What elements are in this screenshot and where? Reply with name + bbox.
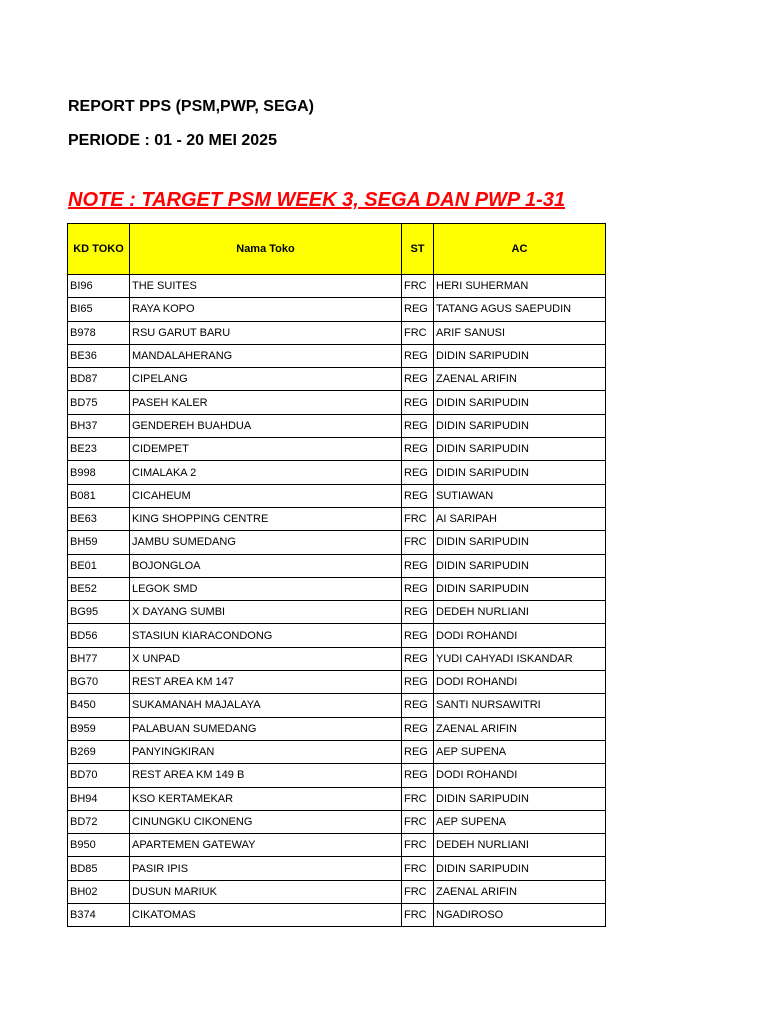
cell-nama-toko: KSO KERTAMEKAR <box>130 787 402 810</box>
cell-nama-toko: APARTEMEN GATEWAY <box>130 834 402 857</box>
cell-nama-toko: X UNPAD <box>130 647 402 670</box>
cell-st: REG <box>402 368 434 391</box>
cell-st: FRC <box>402 275 434 298</box>
cell-ac: AEP SUPENA <box>434 810 606 833</box>
table-row <box>68 461 606 484</box>
cell-nama-toko: REST AREA KM 147 <box>130 671 402 694</box>
cell-kd-toko: BE23 <box>68 438 130 461</box>
report-title: REPORT PPS (PSM,PWP, SEGA) <box>68 98 314 115</box>
cell-ac: DIDIN SARIPUDIN <box>434 461 606 484</box>
cell-nama-toko: CIKATOMAS <box>130 904 402 927</box>
cell-st: REG <box>402 647 434 670</box>
table-row <box>68 344 606 367</box>
table-row <box>68 484 606 507</box>
table-row <box>68 531 606 554</box>
cell-ac: SUTIAWAN <box>434 484 606 507</box>
cell-kd-toko: B978 <box>68 321 130 344</box>
cell-kd-toko: BD72 <box>68 810 130 833</box>
table-row <box>68 904 606 927</box>
cell-kd-toko: BD56 <box>68 624 130 647</box>
cell-ac: DIDIN SARIPUDIN <box>434 787 606 810</box>
cell-kd-toko: B950 <box>68 834 130 857</box>
cell-ac: NGADIROSO <box>434 904 606 927</box>
cell-nama-toko: CIDEMPET <box>130 438 402 461</box>
cell-kd-toko: BH02 <box>68 880 130 903</box>
cell-st: FRC <box>402 880 434 903</box>
cell-ac: AI SARIPAH <box>434 507 606 530</box>
cell-nama-toko: STASIUN KIARACONDONG <box>130 624 402 647</box>
table-row <box>68 321 606 344</box>
cell-nama-toko: REST AREA KM 149 B <box>130 764 402 787</box>
table-row <box>68 694 606 717</box>
cell-st: REG <box>402 624 434 647</box>
cell-kd-toko: B998 <box>68 461 130 484</box>
cell-nama-toko: PANYINGKIRAN <box>130 740 402 763</box>
cell-nama-toko: PALABUAN SUMEDANG <box>130 717 402 740</box>
table-body <box>68 275 606 927</box>
cell-kd-toko: BD70 <box>68 764 130 787</box>
column-header-kd-toko: KD TOKO <box>68 224 130 275</box>
cell-st: REG <box>402 414 434 437</box>
table-row <box>68 717 606 740</box>
table-row <box>68 414 606 437</box>
cell-nama-toko: DUSUN MARIUK <box>130 880 402 903</box>
cell-kd-toko: B269 <box>68 740 130 763</box>
cell-nama-toko: SUKAMANAH MAJALAYA <box>130 694 402 717</box>
cell-kd-toko: BH37 <box>68 414 130 437</box>
table-row <box>68 391 606 414</box>
cell-kd-toko: BD85 <box>68 857 130 880</box>
cell-kd-toko: B374 <box>68 904 130 927</box>
table-row <box>68 787 606 810</box>
cell-st: REG <box>402 671 434 694</box>
cell-ac: HERI SUHERMAN <box>434 275 606 298</box>
cell-nama-toko: CIPELANG <box>130 368 402 391</box>
table-row <box>68 554 606 577</box>
cell-ac: DIDIN SARIPUDIN <box>434 554 606 577</box>
table-row <box>68 740 606 763</box>
cell-kd-toko: BI65 <box>68 298 130 321</box>
cell-ac: DIDIN SARIPUDIN <box>434 531 606 554</box>
cell-nama-toko: THE SUITES <box>130 275 402 298</box>
column-header-ac: AC <box>434 224 606 275</box>
cell-ac: DODI ROHANDI <box>434 764 606 787</box>
table-row <box>68 368 606 391</box>
cell-nama-toko: RAYA KOPO <box>130 298 402 321</box>
cell-st: FRC <box>402 787 434 810</box>
cell-ac: TATANG AGUS SAEPUDIN <box>434 298 606 321</box>
cell-ac: DIDIN SARIPUDIN <box>434 438 606 461</box>
cell-st: REG <box>402 298 434 321</box>
cell-st: FRC <box>402 857 434 880</box>
cell-kd-toko: B959 <box>68 717 130 740</box>
cell-st: FRC <box>402 810 434 833</box>
column-header-nama-toko: Nama Toko <box>130 224 402 275</box>
store-report-table <box>67 223 606 927</box>
cell-kd-toko: BG95 <box>68 601 130 624</box>
table-row <box>68 647 606 670</box>
table-header-row <box>68 224 606 275</box>
table-row <box>68 577 606 600</box>
cell-st: REG <box>402 438 434 461</box>
table-row <box>68 834 606 857</box>
cell-ac: ARIF SANUSI <box>434 321 606 344</box>
cell-nama-toko: CIMALAKA 2 <box>130 461 402 484</box>
table-row <box>68 764 606 787</box>
cell-st: REG <box>402 554 434 577</box>
cell-kd-toko: BH94 <box>68 787 130 810</box>
table-row <box>68 275 606 298</box>
table-row <box>68 624 606 647</box>
column-header-st: ST <box>402 224 434 275</box>
cell-kd-toko: BI96 <box>68 275 130 298</box>
cell-kd-toko: BE01 <box>68 554 130 577</box>
cell-ac: ZAENAL ARIFIN <box>434 717 606 740</box>
table-row <box>68 880 606 903</box>
cell-ac: DODI ROHANDI <box>434 624 606 647</box>
cell-kd-toko: B450 <box>68 694 130 717</box>
cell-kd-toko: BH59 <box>68 531 130 554</box>
cell-nama-toko: X DAYANG SUMBI <box>130 601 402 624</box>
cell-st: REG <box>402 694 434 717</box>
cell-kd-toko: BE63 <box>68 507 130 530</box>
cell-nama-toko: CICAHEUM <box>130 484 402 507</box>
table-row <box>68 810 606 833</box>
cell-nama-toko: JAMBU SUMEDANG <box>130 531 402 554</box>
cell-ac: DIDIN SARIPUDIN <box>434 414 606 437</box>
cell-nama-toko: MANDALAHERANG <box>130 344 402 367</box>
cell-nama-toko: PASIR IPIS <box>130 857 402 880</box>
cell-st: REG <box>402 764 434 787</box>
cell-st: REG <box>402 740 434 763</box>
cell-nama-toko: PASEH KALER <box>130 391 402 414</box>
cell-st: REG <box>402 577 434 600</box>
cell-nama-toko: BOJONGLOA <box>130 554 402 577</box>
cell-nama-toko: RSU GARUT BARU <box>130 321 402 344</box>
table-row <box>68 601 606 624</box>
cell-st: FRC <box>402 834 434 857</box>
cell-st: REG <box>402 601 434 624</box>
cell-st: FRC <box>402 531 434 554</box>
report-period: PERIODE : 01 - 20 MEI 2025 <box>68 132 277 149</box>
cell-st: FRC <box>402 904 434 927</box>
cell-st: REG <box>402 344 434 367</box>
table-row <box>68 298 606 321</box>
cell-st: FRC <box>402 321 434 344</box>
cell-ac: ZAENAL ARIFIN <box>434 368 606 391</box>
cell-kd-toko: BG70 <box>68 671 130 694</box>
cell-ac: ZAENAL ARIFIN <box>434 880 606 903</box>
cell-ac: DIDIN SARIPUDIN <box>434 344 606 367</box>
cell-st: REG <box>402 461 434 484</box>
table-row <box>68 438 606 461</box>
table-row <box>68 671 606 694</box>
cell-ac: DIDIN SARIPUDIN <box>434 857 606 880</box>
cell-ac: DIDIN SARIPUDIN <box>434 577 606 600</box>
cell-st: FRC <box>402 507 434 530</box>
cell-kd-toko: BH77 <box>68 647 130 670</box>
cell-kd-toko: BD75 <box>68 391 130 414</box>
cell-kd-toko: BE52 <box>68 577 130 600</box>
cell-ac: DIDIN SARIPUDIN <box>434 391 606 414</box>
target-note: NOTE : TARGET PSM WEEK 3, SEGA DAN PWP 1-31 <box>68 189 566 211</box>
cell-nama-toko: GENDEREH BUAHDUA <box>130 414 402 437</box>
table-row <box>68 857 606 880</box>
cell-kd-toko: BE36 <box>68 344 130 367</box>
cell-st: REG <box>402 391 434 414</box>
cell-ac: DODI ROHANDI <box>434 671 606 694</box>
cell-kd-toko: B081 <box>68 484 130 507</box>
cell-ac: DEDEH NURLIANI <box>434 601 606 624</box>
cell-ac: SANTI NURSAWITRI <box>434 694 606 717</box>
cell-nama-toko: LEGOK SMD <box>130 577 402 600</box>
cell-nama-toko: KING SHOPPING CENTRE <box>130 507 402 530</box>
cell-ac: YUDI CAHYADI ISKANDAR <box>434 647 606 670</box>
cell-st: REG <box>402 717 434 740</box>
table-row <box>68 507 606 530</box>
cell-ac: DEDEH NURLIANI <box>434 834 606 857</box>
cell-ac: AEP SUPENA <box>434 740 606 763</box>
cell-kd-toko: BD87 <box>68 368 130 391</box>
cell-st: REG <box>402 484 434 507</box>
cell-nama-toko: CINUNGKU CIKONENG <box>130 810 402 833</box>
